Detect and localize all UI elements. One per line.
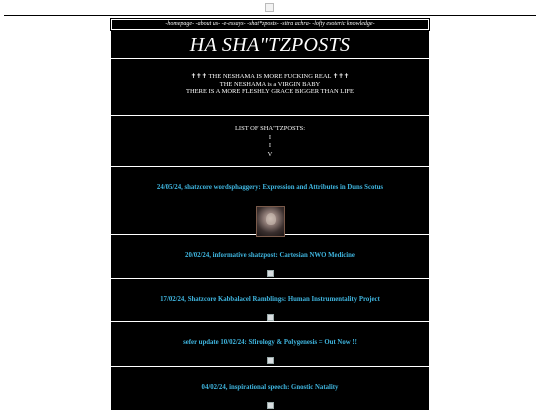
post-link[interactable]: sefer update 10/02/24: Sfirology & Polygenesis = Out Now !! [183, 339, 357, 346]
nav-link-shatzposts[interactable]: -shat*zposts- [247, 21, 279, 27]
arrow-stem-2: I [268, 142, 272, 149]
nav-link-about-us[interactable]: -about us- [195, 21, 221, 27]
motto-line-1: ✝✝✝ THE NESHAMA IS MORE FUCKING REAL ✝✝✝ [190, 73, 350, 80]
motto-line-3: THERE IS A MORE FLESHLY GRACE BIGGER THAN LIFE [186, 88, 354, 95]
arrow-head: V [267, 150, 273, 158]
post-entry [111, 321, 429, 366]
post-link[interactable]: 17/02/24, Shatzcore Kabbalacel Ramblings: Human Instrumentality Project [160, 296, 380, 303]
motto-line-2: THE NESHAMA is a VIRGIN BABY [219, 80, 321, 88]
broken-image-icon[interactable] [267, 402, 274, 409]
nav-link-sitra-achra[interactable]: -sitra achra- [280, 21, 311, 27]
post-link[interactable]: 04/02/24, inspirational speech: Gnostic Natality [201, 384, 339, 391]
post-link[interactable]: 24/05/24, shatzcore wordsphaggery: Expression and Attributes in Duns Scotus [156, 184, 384, 191]
page-title: HA SHA"TZPOSTS [189, 34, 351, 56]
post-link[interactable]: 20/02/24, informative shatzpost: Cartesian NWO Medicine [185, 252, 355, 259]
arrow-stem-1: I [268, 133, 272, 141]
portrait-image[interactable] [256, 206, 285, 237]
post-entry [111, 278, 429, 321]
post-entry [111, 366, 429, 410]
broken-image-icon[interactable] [267, 314, 274, 321]
broken-image-icon[interactable] [267, 270, 274, 277]
nav-link-lofty-esoteric-knowledge[interactable]: -lofty esoteric knowledge- [312, 21, 375, 27]
title-banner [111, 30, 429, 58]
list-heading: LIST OF SHA"TZPOSTS: [234, 125, 306, 132]
posts-list-header [111, 115, 429, 166]
broken-image-icon [265, 3, 274, 12]
post-entry [111, 234, 429, 278]
motto-panel [111, 58, 429, 115]
horizontal-rule [4, 15, 536, 16]
broken-image-icon[interactable] [267, 357, 274, 364]
post-entry [111, 166, 429, 234]
main-column [111, 19, 429, 410]
nav-link-homepage[interactable]: -homepage- [165, 21, 195, 27]
nav-bar [111, 19, 429, 30]
nav-link-e-essays[interactable]: -e-essays- [221, 21, 246, 27]
